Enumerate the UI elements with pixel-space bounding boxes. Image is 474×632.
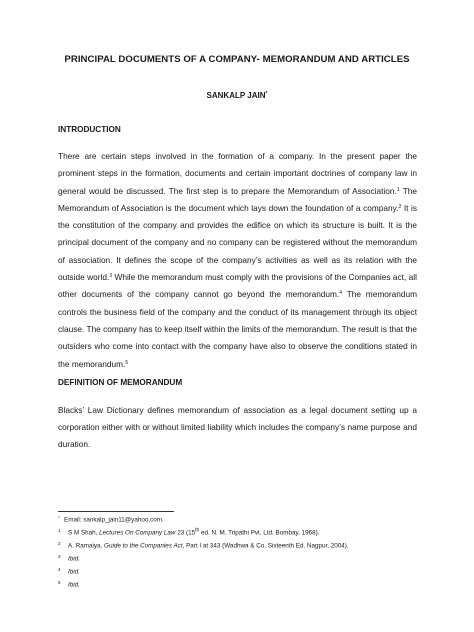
footnote-4: 4 Ibid. [58, 566, 80, 576]
footnote-1: 1 S M Shah, Lectures On Company Law 23 (15th ed. N. M. Tripathi Pvt. Ltd. Bombay, 1968). [58, 527, 320, 537]
author-name: SANKALP JAIN [206, 91, 266, 100]
footnote-divider [58, 511, 174, 512]
section-heading-introduction: INTRODUCTION [58, 125, 121, 134]
footnote-ref-5[interactable]: 5 [125, 359, 129, 366]
footnote-2: 2 A. Ramaiya, Guide to the Companies Act, Part I at 343 (Wadhwa & Co. Sixteenth Ed. Nagpur, 2004). [58, 540, 349, 550]
footnote-3: 3 Ibid. [58, 553, 80, 563]
definition-paragraph: Blacks’ Law Dictionary defines memorandum of association as a legal document setting up a corporation either with or without limited liability which includes the company’s name purpose and duration. [58, 405, 417, 449]
author-line [40, 91, 434, 100]
footnote-ref-1[interactable]: 1 [396, 186, 400, 193]
footnote-ref-2[interactable]: 2 [398, 203, 402, 210]
footnote-5: 5 Ibid. [58, 579, 80, 589]
footnote-author: * Email: sankalp_jain11@yahoo.com. [58, 515, 164, 524]
introduction-paragraph: There are certain steps involved in the formation of a company. In the present paper the prominent steps in the formation, documents and certain important doctrines of company law in general would be discussed. The first step is to prepare the Memorandum of Association.$^1$ The Memorandum of Association is the document which lays down the foundation of a company.$^2$ It is the constitution of the company and provides the edifice on which its structure is built. It is the principal document of the company and no company can be registered without the memorandum of association. It defines the scope of the company’s activities as well as its relation with the outside world.$^3$ While the memorandum must comply with the provisions of the Companies act, all other documents of the company cannot go beyond the memorandum.$^4$ The memorandum controls the business field of the company and the conduct of its management through its object clause. The company has to keep itself within the limits of the memorandum. The result is that the outsiders who come into contact with the company have also to observe the conditions stated in the memorandum.$^5$ [58, 151, 418, 369]
section-heading-definition: DEFINITION OF MEMORANDUM [58, 378, 183, 387]
paper-title: PRINCIPAL DOCUMENTS OF A COMPANY- MEMORANDUM AND ARTICLES [64, 54, 410, 65]
footnote-ref-3[interactable]: 3 [109, 273, 113, 280]
author-footnote-mark: * [265, 91, 268, 97]
footnotes [58, 513, 438, 590]
footnote-ref-4[interactable]: 4 [339, 290, 343, 297]
